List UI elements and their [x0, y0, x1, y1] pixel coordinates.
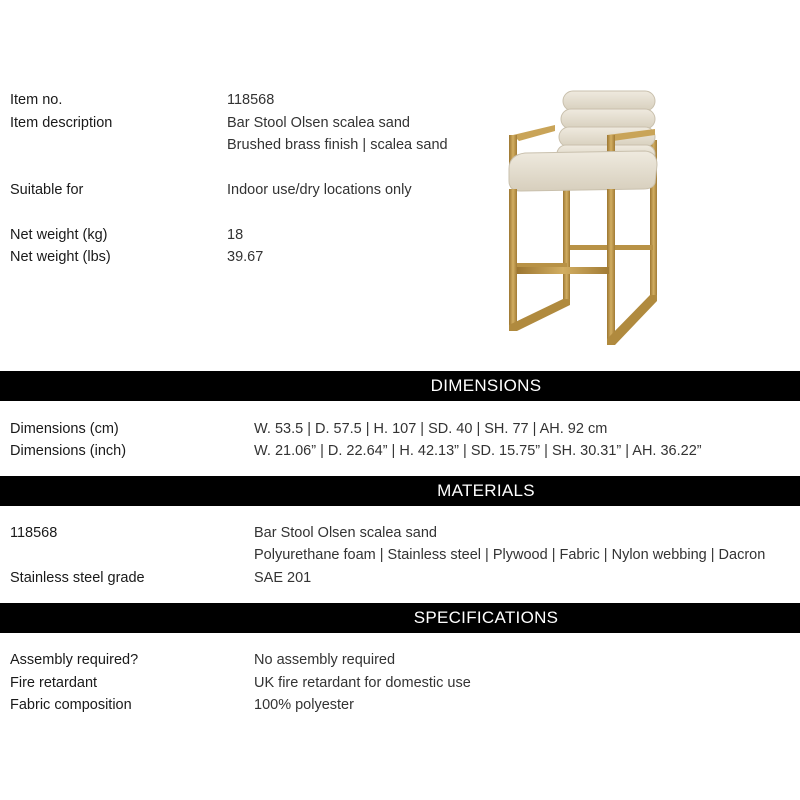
dimensions-inch-label: Dimensions (inch): [10, 443, 127, 459]
fire-retardant-label: Fire retardant: [10, 675, 98, 691]
specifications-title: SPECIFICATIONS: [413, 608, 559, 627]
materials-item-value: Bar Stool Olsen scalea sand: [254, 525, 437, 541]
net-weight-kg-value: 18: [227, 227, 244, 243]
dimensions-inch-value: W. 21.06” | D. 22.64” | H. 42.13” | SD. 15.75” | SH. 30.31” | AH. 36.22”: [254, 443, 702, 459]
fabric-composition-label: Fabric composition: [10, 697, 132, 713]
specifications-header-bar: [0, 603, 800, 633]
dimensions-cm-label: Dimensions (cm): [10, 421, 119, 437]
fabric-composition-value: 100% polyester: [254, 697, 354, 713]
net-weight-kg-label: Net weight (kg): [10, 227, 108, 243]
item-description-finish: Brushed brass finish | scalea sand: [227, 137, 448, 153]
materials-list-value: Polyurethane foam | Stainless steel | Plywood | Fabric | Nylon webbing | Dacron: [254, 547, 766, 563]
assembly-value: No assembly required: [254, 652, 396, 668]
item-no-label: Item no.: [10, 92, 63, 108]
dimensions-cm-value: W. 53.5 | D. 57.5 | H. 107 | SD. 40 | SH. 77 | AH. 92 cm: [254, 421, 608, 437]
fire-retardant-value: UK fire retardant for domestic use: [254, 675, 471, 691]
materials-item-label: 118568: [10, 525, 58, 541]
item-no-value: 118568: [227, 92, 275, 108]
steel-grade-value: SAE 201: [254, 570, 312, 586]
materials-header-bar: [0, 476, 800, 506]
net-weight-lbs-label: Net weight (lbs): [10, 249, 111, 265]
suitable-for-label: Suitable for: [10, 182, 84, 198]
net-weight-lbs-value: 39.67: [227, 249, 264, 265]
item-description-label: Item description: [10, 115, 113, 131]
dimensions-title: DIMENSIONS: [430, 376, 542, 395]
item-description-value: Bar Stool Olsen scalea sand: [227, 115, 410, 131]
assembly-label: Assembly required?: [10, 652, 139, 668]
steel-grade-label: Stainless steel grade: [10, 570, 145, 586]
bar-stool-image: [495, 85, 680, 355]
materials-title: MATERIALS: [437, 481, 535, 500]
suitable-for-value: Indoor use/dry locations only: [227, 182, 412, 198]
dimensions-header-bar: [0, 371, 800, 401]
